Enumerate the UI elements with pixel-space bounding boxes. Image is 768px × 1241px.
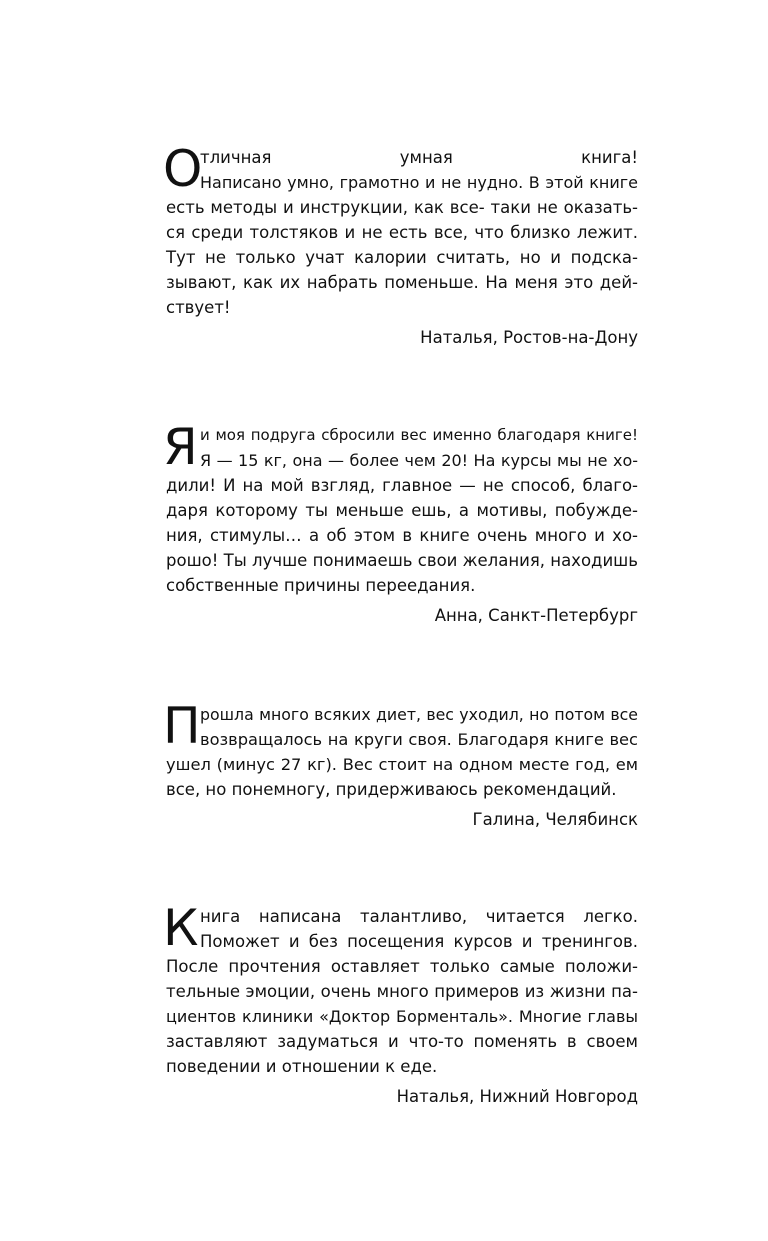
review-line: даря которому ты меньше ешь, а мотивы, побужде- [166,501,638,520]
drop-cap: Я [163,418,198,476]
review-line: возвращалось на круги своя. Благодаря книге вес [200,730,638,749]
review-line: зывают, как их набрать поменьше. На меня это дей- [166,273,638,292]
drop-cap: П [163,697,201,755]
review-line: тличная умная книга! [200,148,638,167]
review-line: нига написана талантливо, читается легко. [200,907,638,926]
review-line: тельные эмоции, очень много примеров из жизни па- [166,982,638,1001]
review [163,899,638,1109]
review-line: рошо! Ты лучше понимаешь свои желания, находишь [166,551,638,570]
review [163,140,638,350]
review-line: есть методы и инструкции, как все- таки не оказать- [166,198,638,217]
review-line: собственные причины переедания. [166,576,476,595]
review-line: дили! И на мой взгляд, главное — не способ, благо- [166,476,638,495]
review-line: поведении и отношении к еде. [166,1057,438,1076]
review-line: заставляют задуматься и что-то поменять в своем [166,1032,638,1051]
review-line: и моя подруга сбросили вес именно благодаря книге! [200,426,638,444]
review-line: ся среди толстяков и не есть все, что близко лежит. [166,223,638,242]
review-line: ствует! [166,298,231,317]
review [163,418,638,628]
review-author: Анна, Санкт-Петербург [434,606,638,625]
review-line: ушел (минус 27 кг). Вес стоит на одном месте год, ем [166,755,638,774]
review-line: циентов клиники «Доктор Борменталь». Многие главы [166,1007,638,1026]
review-line: Тут не только учат калории считать, но и подска- [166,248,638,267]
review-author: Наталья, Ростов-на-Дону [420,328,638,347]
review-line: все, но понемногу, придерживаюсь рекомендаций. [166,780,617,799]
review-line: рошла много всяких диет, вес уходил, но потом все [200,705,638,724]
review-line: Поможет и без посещения курсов и тренингов. [200,932,638,951]
review-line: После прочтения оставляет только самые положи- [166,957,638,976]
review-line: ния, стимулы… а об этом в книге очень много и хо- [166,526,638,545]
review [163,697,638,832]
review-author: Наталья, Нижний Новгород [396,1087,638,1106]
review-line: Я — 15 кг, она — более чем 20! На курсы мы не хо- [200,451,638,470]
drop-cap: К [163,899,199,957]
drop-cap: О [163,140,203,198]
review-line: Написано умно, грамотно и не нудно. В этой книге [200,173,638,192]
review-author: Галина, Челябинск [472,810,638,829]
